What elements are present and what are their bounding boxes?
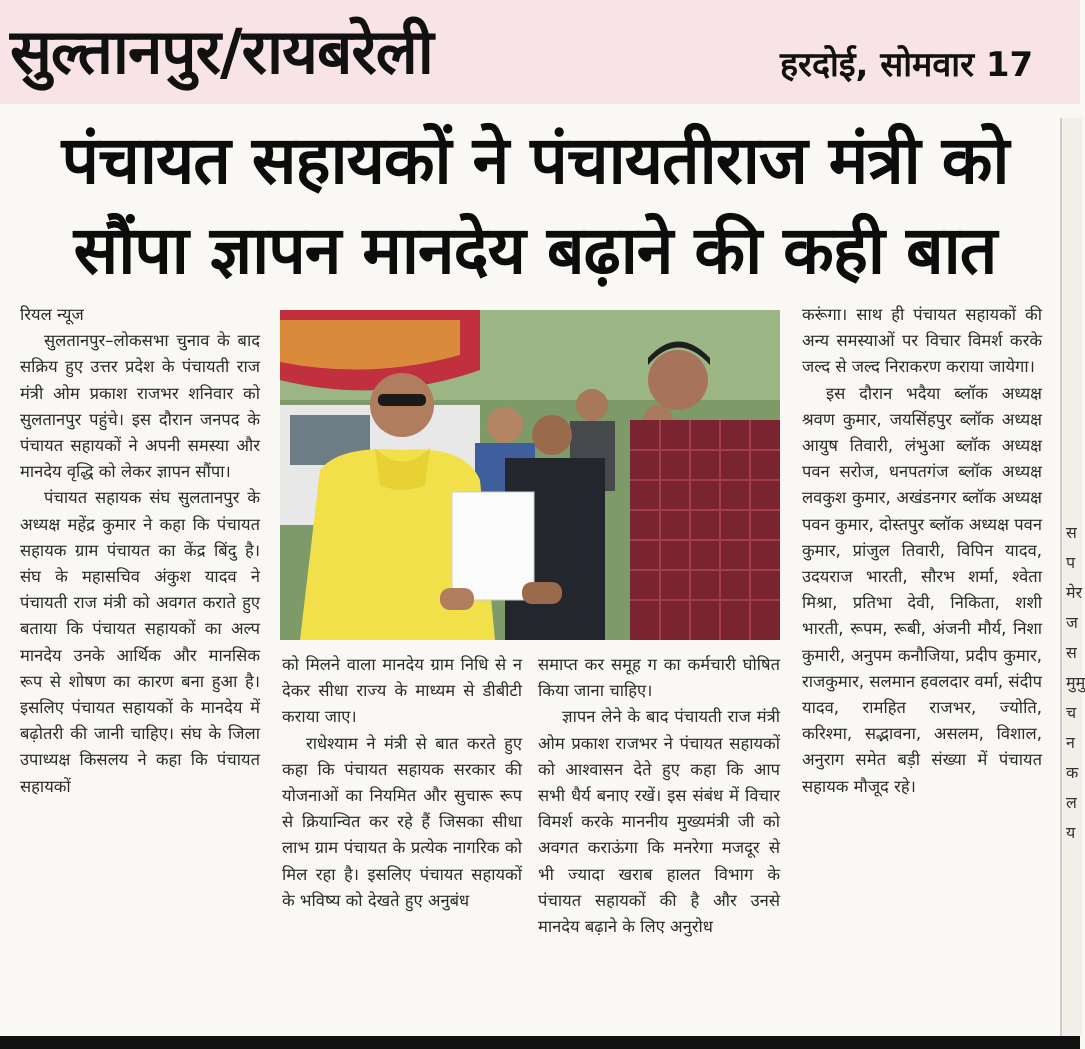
article-paragraph: सुलतानपुर–लोकसभा चुनाव के बाद सक्रिय हुए उत्तर प्रदेश के पंचायती राज मंत्री ओम प्रकाश राजभर शनिवार को सुलतानपुर पहुंचे। इस दौरान जनपद के पंचायत सहायकों ने अपनी समस्या और मानदेय वृद्धि को लेकर ज्ञापन सौंपा। xyxy=(20,331,260,482)
adjacent-article-text: सपमेरजसमुमुचनकलय xyxy=(1066,523,1085,842)
article-paragraph: ज्ञापन लेने के बाद पंचायती राज मंत्री ओम प्रकाश राजभर ने पंचायत सहायकों को आश्वासन देते हुए कहा कि आप सभी धैर्य बनाए रखें। इस संबंध में विचार विमर्श करके माननीय मुख्यमंत्री जी को अवगत कराऊंगा कि मनरेगा मजदूर से भी ज्यादा खराब हालत विभाग के पंचायत सहायकों की है और उनसे मानदेय बढ़ाने के लिए अनुरोध xyxy=(538,707,780,937)
article-paragraph: राधेश्याम ने मंत्री से बात करते हुए कहा कि पंचायत सहायक सरकार की योजनाओं का नियमित और सुचारू रूप से क्रियान्वित कर रहे हैं जिसका सीधा लाभ ग्राम पंचायत के प्रत्येक नागरिक को मिल रहा है। इसलिए पंचायत सहायकों के भविष्य को देखते हुए अनुबंध xyxy=(282,733,522,910)
article-column-4 xyxy=(802,302,1042,800)
article-paragraph: समाप्त कर समूह ग का कर्मचारी घोषित किया जाना चाहिए। xyxy=(538,655,780,701)
article-source: रियल न्यूज xyxy=(20,305,84,324)
article-column-2 xyxy=(282,652,522,914)
article-paragraph: पंचायत सहायक संघ सुलतानपुर के अध्यक्ष महेंद्र कुमार ने कहा कि पंचायत सहायक ग्राम पंचायत का केंद्र बिंदु है। संघ के महासचिव अंकुश यादव ने पंचायती राज मंत्री को अवगत कराते हुए बताया कि पंचायत सहायकों का अल्प मानदेय उनके आर्थिक और मानसिक रूप से शोषण का कारण बना हुआ है। इसलिए पंचायत सहायकों के मानदेय में बढ़ोतरी की जानी चाहिए। संघ के जिला उपाध्यक्ष किसलय ने कहा कि पंचायत सहायकों xyxy=(20,488,260,796)
article-paragraph: को मिलने वाला मानदेय ग्राम निधि से न देकर सीधा राज्य के माध्यम से डीबीटी कराया जाए। xyxy=(282,655,522,727)
adjacent-article-strip xyxy=(1060,118,1085,1036)
headline-line-1: पंचायत सहायकों ने पंचायतीराज मंत्री को xyxy=(61,122,1009,199)
news-photo-illustration xyxy=(280,310,780,640)
article-column-1 xyxy=(20,302,260,800)
article-column-3 xyxy=(538,652,780,940)
masthead-dateline: हरदोई, सोमवार 17 xyxy=(780,45,1034,85)
article-paragraph: इस दौरान भदैया ब्लॉक अध्यक्ष श्रवण कुमार, जयसिंहपुर ब्लॉक अध्यक्ष आयुष तिवारी, लंभुआ ब्लॉक अध्यक्ष पवन सरोज, धनपतगंज ब्लॉक अध्यक्ष लवकुश कुमार, अखंडनगर ब्लॉक अध्यक्ष पवन कुमार, दोस्तपुर ब्लॉक अध्यक्ष पवन कुमार, प्रांजुल तिवारी, विपिन यादव, उदयराज भारती, सौरभ शर्मा, श्वेता मिश्रा, प्रतिभा देवी, निकिता, शशी भारती, रूपम, रूबी, अंजनी मौर्य, निशा कुमारी, अनुपम कनौजिया, प्रदीप कुमार, राजकुमार, सलमान हवलदार वर्मा, संदीप यादव, रामहित राजभर, ज्योति, करिश्मा, सद्भावना, असलम, विशाल, अनुराग समेत बड़ी संख्या में पंचायत सहायक मौजूद रहे। xyxy=(802,383,1042,796)
news-photo xyxy=(280,310,780,640)
bottom-bar xyxy=(0,1036,1080,1049)
article-paragraph: करूंगा। साथ ही पंचायत सहायकों की अन्य समस्याओं पर विचार विमर्श करके जल्द से जल्द निराकरण कराया जायेगा। xyxy=(802,305,1042,377)
masthead-title: सुल्तानपुर/रायबरेली xyxy=(10,15,433,88)
headline-line-2: सौंपा ज्ञापन मानदेय बढ़ाने की कही बात xyxy=(73,212,997,289)
